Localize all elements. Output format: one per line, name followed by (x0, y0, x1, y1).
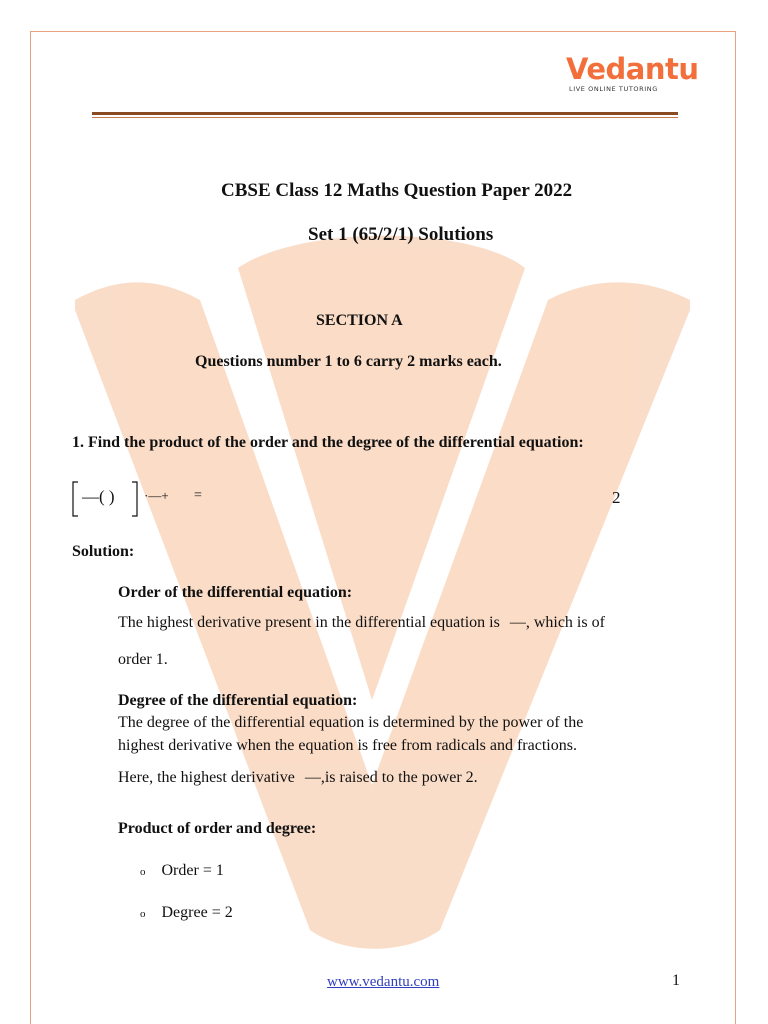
equation-equals: = (194, 488, 202, 503)
page-subtitle: Set 1 (65/2/1) Solutions (308, 224, 494, 245)
question-text: 1. Find the product of the order and the degree of the differential equation: (72, 434, 584, 451)
order-heading: Order of the differential equation: (118, 584, 353, 601)
header-rule-thin (92, 117, 678, 118)
solution-label: Solution: (72, 543, 135, 560)
footer-link[interactable] (327, 973, 439, 991)
question-marks: 2 (612, 488, 621, 507)
equation-mid: ·—+ (144, 488, 169, 503)
logo-tagline: LIVE ONLINE TUTORING (569, 85, 658, 93)
order-text-2: , which is of (525, 614, 605, 631)
footer-link-text[interactable]: www.vedantu.com (327, 974, 440, 990)
degree-text-3a: Here, the highest derivative (118, 769, 295, 786)
section-heading: SECTION A (316, 312, 403, 329)
vedantu-logo (566, 52, 699, 93)
degree-heading: Degree of the differential equation: (118, 692, 358, 709)
order-text-1: The highest derivative present in the differential equation is (118, 614, 500, 631)
list-item (140, 862, 224, 880)
bullet-icon: o (140, 866, 146, 878)
order-dash: — (509, 614, 526, 631)
degree-text-3b: ,is raised to the power 2. (320, 769, 478, 786)
order-text-line-2: order 1. (118, 651, 168, 668)
header-rule (92, 112, 678, 115)
logo-wordmark: Vedantu (566, 52, 699, 86)
page-title: CBSE Class 12 Maths Question Paper 2022 (221, 180, 573, 201)
bullet-text: Degree = 2 (161, 904, 233, 921)
product-heading: Product of order and degree: (118, 820, 317, 837)
degree-text-line-1: The degree of the differential equation is determined by the power of the (118, 714, 584, 731)
order-text-line-1 (118, 614, 605, 632)
section-instruction: Questions number 1 to 6 carry 2 marks each. (195, 353, 502, 370)
degree-text-line-2: highest derivative when the equation is free from radicals and fractions. (118, 737, 577, 754)
page-number: 1 (672, 972, 680, 989)
degree-dash: — (304, 769, 321, 786)
bullet-text: Order = 1 (161, 862, 224, 879)
list-item (140, 904, 233, 922)
equation-left: —( ) (82, 487, 115, 506)
bullet-icon: o (140, 908, 146, 920)
degree-text-line-3 (118, 769, 478, 787)
